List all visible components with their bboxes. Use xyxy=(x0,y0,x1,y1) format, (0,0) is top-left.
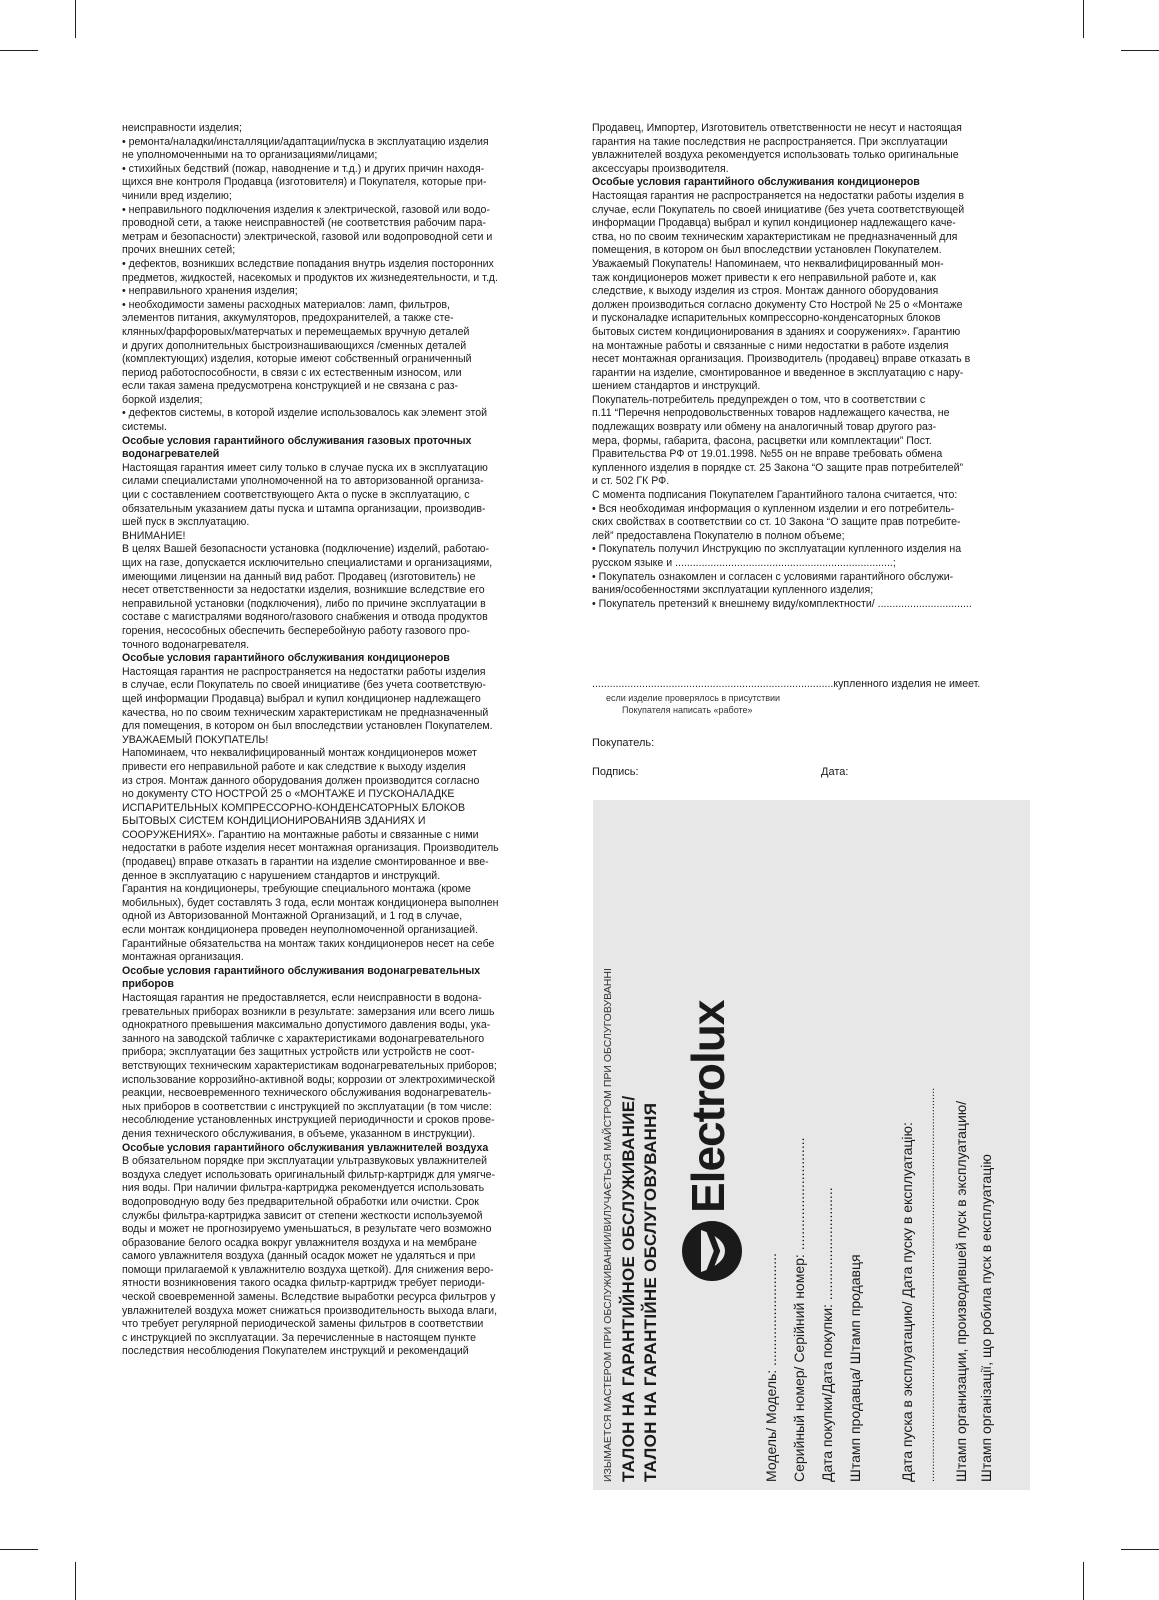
text-line: Уважаемый Покупатель! Напоминаем, что неквалифицированный мон- xyxy=(592,257,944,270)
text-line: ИСПАРИТЕЛЬНЫХ КОМПРЕССОРНО-КОНДЕНСАТОРНЫХ БЛОКОВ xyxy=(122,801,466,814)
text-line: аксессуары производителя. xyxy=(592,162,729,175)
text-line: но документу СТО НОСТРОЙ 25 о «МОНТАЖЕ И ПУСКОНАЛАДКЕ xyxy=(122,788,455,801)
text-line: следствие, к выходу изделия из строя. Монтаж данного оборудования xyxy=(592,285,939,298)
text-line: на монтажные работы и связанные с ними недостатки в работе изделия xyxy=(592,339,949,352)
text-line: Продавец, Импортер, Изготовитель ответственности не несут и настоящая xyxy=(592,122,962,134)
text-line: системы. xyxy=(122,421,167,434)
text-line: щей информации Продавца) выбрал и купил кондиционер надлежащего xyxy=(122,692,481,705)
text-line: водопроводную воду без предварительной обработки или очистки. Срок xyxy=(122,1195,479,1208)
text-line: несет ответственности за недостатки изделия, возникшие вследствие его xyxy=(122,584,485,597)
field-serial: Серийный номер/ Серійний номер: ............................. xyxy=(791,1137,807,1482)
text-line: бытовых систем кондиционирования в зданиях и сооружениях». Гарантию xyxy=(592,325,961,338)
text-line: ния воды. При наличии фильтра-картриджа рекомендуется использовать xyxy=(122,1182,485,1195)
crop-mark xyxy=(1121,1549,1159,1550)
field-model: Модель/ Модель: ............................. xyxy=(763,1253,779,1482)
warranty-coupon xyxy=(593,800,1030,1490)
text-line: С момента подписания Покупателем Гарантийного талона считается, что: xyxy=(592,489,958,502)
text-line: недостатки в работе изделия несет монтажная организация. Производитель xyxy=(122,842,499,855)
text-line: дения технического обслуживания, в объеме, указанном в инструкции). xyxy=(122,1127,476,1140)
text-line: и ст. 502 ГК РФ. xyxy=(592,475,670,488)
coupon-title-ru: ТАЛОН НА ГАРАНТИЙНОЕ ОБСЛУЖИВАНИЕ/ xyxy=(619,1095,638,1482)
text-line: щих на газе, допускается исключительно специалистами и организациями, xyxy=(122,557,493,569)
text-line: гарантия на такие последствия не распространяется. При эксплуатации xyxy=(592,135,948,148)
text-line: Настоящая гарантия не предоставляется, если неисправности в водона- xyxy=(122,992,482,1004)
text-line: подлежащих возврату или обмену на аналогичный товар другого раз- xyxy=(592,421,937,434)
text-line: воды и может не прогнозируемо уменьшаться, в результате чего возможно xyxy=(122,1223,492,1236)
text-line: самого увлажнителя воздуха (данный осадок может не удаляться и при xyxy=(122,1250,476,1263)
text-line: вания/особенностями эксплуатации купленного изделия; xyxy=(592,584,874,597)
text-line: УВАЖАЕМЫЙ ПОКУПАТЕЛЬ! xyxy=(122,733,269,746)
section-heading: Особые условия гарантийного обслуживания газовых проточных xyxy=(122,434,472,447)
text-line: если такая замена предусмотрена конструкцией и не связана с раз- xyxy=(122,380,459,393)
text-line: Покупатель-потребитель предупрежден о том, что в соответствии с xyxy=(592,393,926,406)
text-line: прибора; эксплуатации без защитных устройств или устройств не соот- xyxy=(122,1046,475,1059)
text-line: • Покупатель ознакомлен и согласен с условиями гарантийного обслужи- xyxy=(592,570,954,583)
text-line: • Вся необходимая информация о купленном изделии и его потребитель- xyxy=(592,502,955,515)
text-line: горения, несособных обеспечить бесперебойную работу газового про- xyxy=(122,624,470,637)
text-line: с инструкцией по эксплуатации. За перечисленные в настоящем пункте xyxy=(122,1331,476,1344)
text-line: Настоящая гарантия не распространяется на недостатки работы изделия xyxy=(122,665,486,678)
section-heading: водонагревателей xyxy=(122,448,220,461)
text-line: увлажнителей воздуха рекомендуется использовать только оригинальные xyxy=(592,149,959,162)
text-line: прочих внешних сетей; xyxy=(122,244,236,257)
text-line: воздуха следует использовать оригинальный фильтр-картридж для умягче- xyxy=(122,1168,496,1181)
text-line: (продавец) вправе отказать в гарантии на изделие смонтированное и вве- xyxy=(122,856,489,869)
text-line: метрам и безопасности) электрической, газовой или водопроводной сети и xyxy=(122,230,493,243)
text-line: В обязательном порядке при эксплуатации ультразвуковых увлажнителей xyxy=(122,1155,488,1168)
warranty-text-left-column xyxy=(122,122,558,1359)
text-line: Правительства РФ от 19.01.1998. №55 он не вправе требовать обмена xyxy=(592,448,943,461)
text-line: однократного превышения максимально допустимого давления воды, ука- xyxy=(122,1019,491,1032)
text-line: • необходимости замены расходных материалов: ламп, фильтров, xyxy=(122,298,450,311)
text-line: и пусконаладке испарительных компрессорно-конденсаторных блоков xyxy=(592,312,941,325)
text-line: русском языке и ..........................................................................; xyxy=(592,557,896,569)
section-heading: Особые условия гарантийного обслуживания кондиционеров xyxy=(122,652,450,665)
text-line: точного водонагревателя. xyxy=(122,638,250,651)
text-line: несоблюдение установленных инструкцией периодичности и сроков прове- xyxy=(122,1114,495,1127)
text-line: ВНИМАНИЕ! xyxy=(122,529,186,542)
text-line: монтажная организация. xyxy=(122,951,244,964)
text-line: для помещения, в котором он был впоследствии установлен Покупателем. xyxy=(122,720,493,733)
text-line: щихся вне контроля Продавца (изготовителя) и Покупателя, которые при- xyxy=(122,176,487,189)
text-line: в случае, если Покупатель по своей инициативе (без учета соответствую- xyxy=(122,679,486,692)
field-org-stamp-ua: Штамп організації, що робила пуск в експлуатацію xyxy=(978,1154,994,1482)
text-line: • ремонта/наладки/инсталляции/адаптации/пуска в эксплуатацию изделия xyxy=(122,135,489,148)
text-line: последствия несоблюдения Покупателем инструкций и рекомендаций xyxy=(122,1345,469,1358)
crop-mark xyxy=(1083,1562,1084,1600)
text-line: В целях Вашей безопасности установка (подключение) изделий, работаю- xyxy=(122,543,490,556)
text-line: использование коррозийно-активной воды; коррозии от электрохимической xyxy=(122,1073,496,1086)
text-line: • неправильного хранения изделия; xyxy=(122,285,298,298)
text-line: информации Продавца) выбрал и купил кондиционер надлежащего каче- xyxy=(592,217,956,230)
crop-mark xyxy=(75,1562,76,1600)
text-line: неисправности изделия; xyxy=(122,122,242,134)
text-line: Гарантийные обязательства на монтаж таких кондиционеров несет на себе xyxy=(122,937,495,950)
section-heading: приборов xyxy=(122,978,174,991)
text-line: • Покупатель претензий к внешнему виду/комплектности/ ................................ xyxy=(592,597,972,610)
text-line: клянных/фарфоровых/матерчатых и перемещаемых вручную деталей xyxy=(122,325,470,338)
coupon-cut-note: ИЗЫМАЕТСЯ МАСТЕРОМ ПРИ ОБСЛУЖИВАНИИ/ВИЛУЧАЄТЬСЯ МАЙСТРОМ ПРИ ОБСЛУГОВУВАННІ xyxy=(602,968,614,1482)
text-line: и других дополнительных быстроизнашивающихся /сменных деталей xyxy=(122,339,467,352)
text-line: чинили вред изделию; xyxy=(122,189,232,202)
text-line: лей” предоставлена Покупателю в полном объеме; xyxy=(592,529,845,542)
text-line: помощи прилагаемой к увлажнителю воздуха щеткой). Для снижения веро- xyxy=(122,1263,494,1276)
text-line: СООРУЖЕНИЯХ». Гарантию на монтажные работы и связанные с ними xyxy=(122,828,479,841)
text-line: предметов, жидкостей, насекомых и продуктов их жизнедеятельности, и т.д. xyxy=(122,271,498,284)
text-line: ских свойствах в соответствии со ст. 10 Закона “О защите прав потребите- xyxy=(592,516,961,529)
text-line: ческой своевременной замены. Вследствие выработки ресурса фильтров у xyxy=(122,1291,496,1304)
crop-mark xyxy=(0,1549,38,1550)
text-line: • дефектов, возникших вследствие попадания внутрь изделия посторонних xyxy=(122,257,494,270)
text-line: Настоящая гарантия не распространяется на недостатки работы изделия в xyxy=(592,189,965,202)
text-line: занного на заводской табличке с характеристиками водонагревательного xyxy=(122,1032,485,1045)
text-line: не уполномоченными на то организациями/лицами; xyxy=(122,149,378,162)
text-line: мера, формы, габарита, фасона, расцветки или комплектации” Пост. xyxy=(592,434,932,447)
field-start-date-dots: ................................................................................................................................. xyxy=(925,1087,937,1482)
text-line: • дефектов системы, в которой изделие использовалось как элемент этой xyxy=(122,407,488,420)
text-line: ных приборов в соответствии с инструкцией по эксплуатации (в том числе: xyxy=(122,1100,492,1113)
text-line: что требует регулярной периодической замены фильтров в соответствии xyxy=(122,1318,484,1331)
text-line: Настоящая гарантия имеет силу только в случае пуска их в эксплуатацию xyxy=(122,461,488,474)
text-line: ятности возникновения такого осадка фильтр-картридж требует периоди- xyxy=(122,1277,485,1290)
text-line: привести его неправильной работе и как следствие к выходу изделия xyxy=(122,760,466,773)
text-line: ветствующих техническим характеристикам водонагревательных приборов; xyxy=(122,1059,497,1072)
check-hint: Покупателя написать «работе» xyxy=(622,705,753,715)
text-line: неправильной установки (подключения), либо по причине эксплуатации в xyxy=(122,597,486,610)
brand-name: Electrolux xyxy=(682,1000,734,1213)
text-line: БЫТОВЫХ СИСТЕМ КОНДИЦИОНИРОВАНИЯВ ЗДАНИЯХ И xyxy=(122,815,426,828)
no-claims-line: ..................................................................................купленного изделия не имеет. xyxy=(592,678,981,690)
date-label: Дата: xyxy=(821,766,849,778)
text-line: Напоминаем, что неквалифицированный монтаж кондиционеров может xyxy=(122,747,477,760)
text-line: одной из Авторизованной Монтажной Организаций, и 1 год в случае, xyxy=(122,910,463,923)
crop-mark xyxy=(1083,0,1084,38)
text-line: проводной сети, а также неисправностей (не соответствия рабочим пара- xyxy=(122,217,486,230)
text-line: составе с магистралями водяного/газового снабжения и отвода продуктов xyxy=(122,611,488,624)
section-heading: Особые условия гарантийного обслуживания увлажнителей воздуха xyxy=(122,1141,489,1154)
check-hint: если изделие проверялось в присутствии xyxy=(606,693,781,703)
text-line: ства, но по своим техническим характеристикам не предназначенный для xyxy=(592,230,958,243)
coupon-title-ua: ТАЛОН НА ГАРАНТІЙНЕ ОБСЛУГОВУВАННЯ xyxy=(641,1102,660,1482)
text-line: гревательных приборах возникли в результате: замерзания или всего лишь xyxy=(122,1005,495,1018)
text-line: • стихийных бедствий (пожар, наводнение и т.д.) и других причин находя- xyxy=(122,162,485,175)
text-line: боркой изделия; xyxy=(122,393,203,406)
text-line: элементов питания, аккумуляторов, предохранителей, а также сте- xyxy=(122,312,454,325)
field-purchase-date: Дата покупки/Дата покупки: ............................. xyxy=(819,1187,835,1482)
signature-label: Подпись: xyxy=(592,766,639,778)
text-line: качества, но по своим техническим характеристикам не предназначенный xyxy=(122,706,489,719)
text-line: должен производиться согласно документу Сто Нострой № 25 о «Монтаже xyxy=(592,298,963,311)
text-line: ции с составлением соответствующего Акта о пуске в эксплуатацию, с xyxy=(122,489,470,502)
text-line: несет монтажная организация. Производитель (продавец) вправе отказать в xyxy=(592,353,971,366)
text-line: мобильных), будет составлять 3 года, если монтаж кондиционера выполнен xyxy=(122,896,499,909)
text-line: увлажнителей воздуха может снижаться производительность выхода влаги, xyxy=(122,1304,498,1317)
text-line: п.11 “Перечня непродовольственных товаров надлежащего качества, не xyxy=(592,407,950,420)
text-line: помещения, в котором он был впоследствии установлен Покупателем. xyxy=(592,244,942,257)
section-heading: Особые условия гарантийного обслуживания водонагревательных xyxy=(122,964,481,977)
text-line: службы фильтра-картриджа зависит от степени жесткости используемой xyxy=(122,1209,483,1222)
field-seller-stamp: Штамп продавца/ Штамп продавця xyxy=(847,1254,863,1482)
text-line: обязательным указанием даты пуска и штампа организации, производив- xyxy=(122,502,486,515)
text-line: Гарантия на кондиционеры, требующие специального монтажа (кроме xyxy=(122,883,471,896)
text-line: из строя. Монтаж данного оборудования должен производится согласно xyxy=(122,774,480,787)
text-line: (комплектующих) изделия, которые имеют собственный ограниченный xyxy=(122,353,472,366)
section-heading: Особые условия гарантийного обслуживания кондиционеров xyxy=(592,176,920,189)
field-org-stamp-ru: Штамп организации, производившей пуск в эксплуатацию/ xyxy=(953,1100,969,1482)
text-line: силами специалистами уполномоченной на то авторизованной организа- xyxy=(122,475,484,488)
text-line: если монтаж кондиционера проведен неуполномоченной организацией. xyxy=(122,924,479,937)
buyer-label: Покупатель: xyxy=(592,737,655,749)
text-line: образование белого осадка вокруг увлажнителя воздуха и на мембране xyxy=(122,1236,477,1249)
text-line: имеющими лицензии на данный вид работ. Продавец (изготовитель) не xyxy=(122,570,476,583)
electrolux-logo-icon xyxy=(681,1220,743,1282)
text-line: реакции, несвоевременного технического обслуживания водонагреватель- xyxy=(122,1087,492,1100)
text-line: шей пуск в эксплуатацию. xyxy=(122,516,250,529)
text-line: период работоспособности, в связи с их естественным износом, или xyxy=(122,366,462,379)
text-line: таж кондиционеров может привести к его неправильной работе и, как xyxy=(592,271,936,284)
text-line: • Покупатель получил Инструкцию по эксплуатации купленного изделия на xyxy=(592,543,962,556)
text-line: денное в эксплуатацию с нарушением стандартов и инструкций. xyxy=(122,869,441,882)
text-line: купленного изделия в порядке ст. 25 Закона “О защите прав потребителей” xyxy=(592,461,964,474)
crop-mark xyxy=(75,0,76,38)
text-line: шением стандартов и инструкций. xyxy=(592,380,761,393)
warranty-text-right-column xyxy=(592,122,1028,611)
text-line: • неправильного подключения изделия к электрической, газовой или водо- xyxy=(122,203,490,216)
text-line: случае, если Покупатель по своей инициативе (без учета соответствующей xyxy=(592,203,965,216)
text-line: гарантии на изделие, смонтированное и введенное в эксплуатацию с нару- xyxy=(592,366,964,379)
crop-mark xyxy=(1121,50,1159,51)
field-start-date: Дата пуска в эксплуатацию/ Дата пуску в експлуатацію: xyxy=(899,1122,915,1482)
crop-mark xyxy=(0,50,38,51)
